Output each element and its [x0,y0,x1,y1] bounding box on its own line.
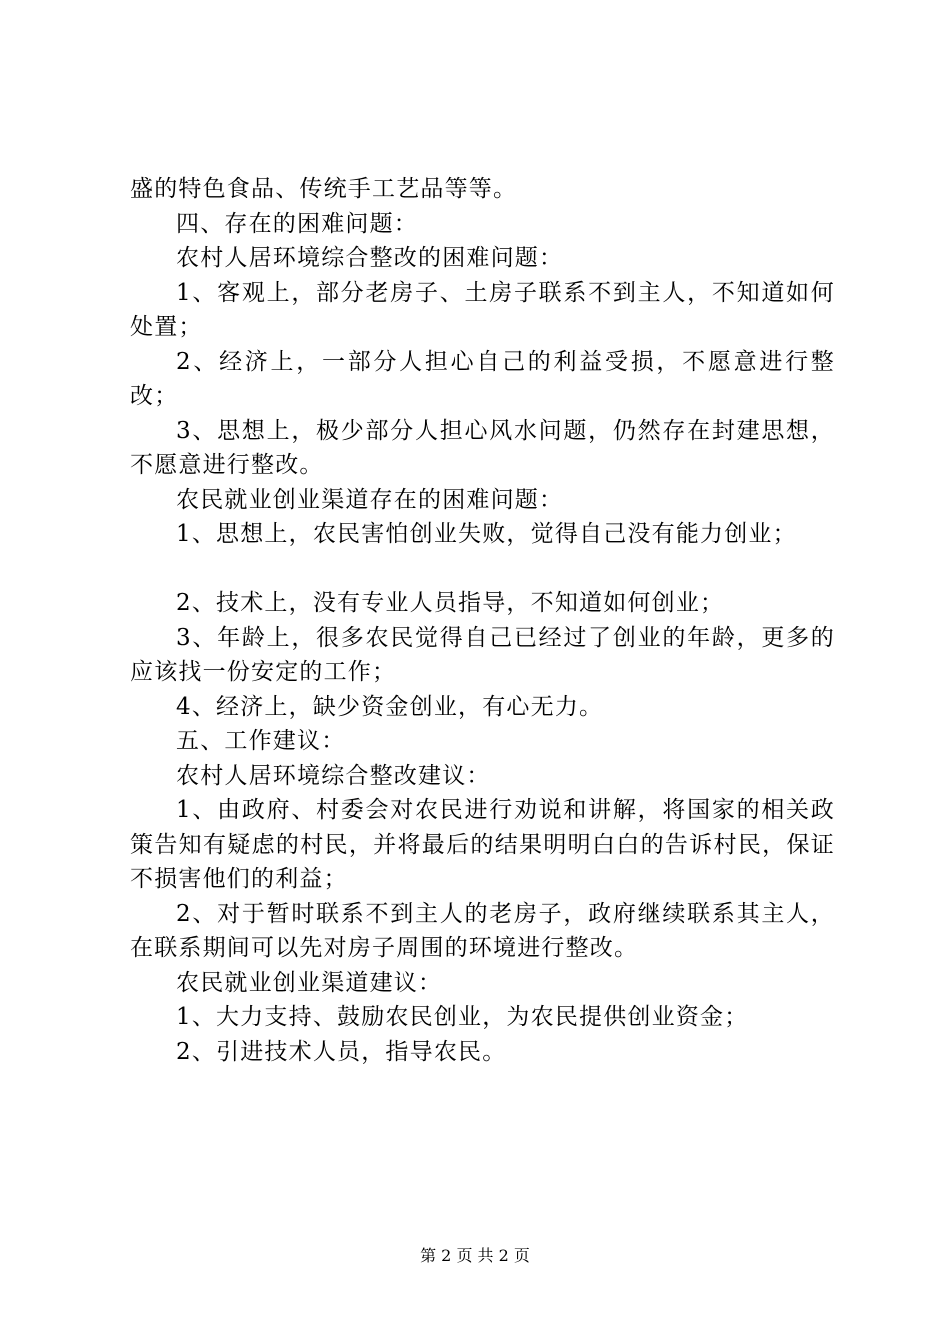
subheading-environment-difficulties: 农村人居环境综合整改的困难问题： [176,245,564,271]
subheading-environment-suggestions: 农村人居环境综合整改建议： [176,762,491,789]
list-item: 3、年龄上，很多农民觉得自己已经过了创业的年龄，更多的应该找一份安定的工作； [130,624,835,685]
list-item: 1、由政府、村委会对农民进行劝说和讲解，将国家的相关政策告知有疑虑的村民，并将最后的结果明明白白的告诉村民，保证不损害他们的利益； [130,797,835,892]
list-item: 2、经济上，一部分人担心自己的利益受损，不愿意进行整改； [130,348,835,409]
list-item: 3、思想上，极少部分人担心风水问题，仍然存在封建思想，不愿意进行整改。 [130,417,835,478]
list-item: 1、客观上，部分老房子、土房子联系不到主人，不知道如何处置； [130,279,835,340]
paragraph-continuation: 盛的特色食品、传统手工艺品等等。 [130,176,518,202]
section-heading-suggestions: 五、工作建议： [176,728,346,754]
section-heading-difficulties: 四、存在的困难问题： [176,210,418,237]
list-item: 2、技术上，没有专业人员指导，不知道如何创业； [176,590,725,616]
blank-line [130,552,835,587]
list-item: 2、引进技术人员，指导农民。 [176,1038,507,1065]
document-body [130,172,835,1069]
page-footer: 第 2 页 共 2 页 [420,1246,530,1265]
list-item: 4、经济上，缺少资金创业，有心无力。 [176,693,604,720]
subheading-employment-difficulties: 农民就业创业渠道存在的困难问题： [176,486,564,513]
list-item: 1、大力支持、鼓励农民创业，为农民提供创业资金； [176,1004,749,1030]
subheading-employment-suggestions: 农民就业创业渠道建议： [176,969,443,996]
list-item: 2、对于暂时联系不到主人的老房子，政府继续联系其主人，在联系期间可以先对房子周围的环境进行整改。 [130,900,835,961]
list-item: 1、思想上，农民害怕创业失败，觉得自己没有能力创业； [176,521,797,547]
